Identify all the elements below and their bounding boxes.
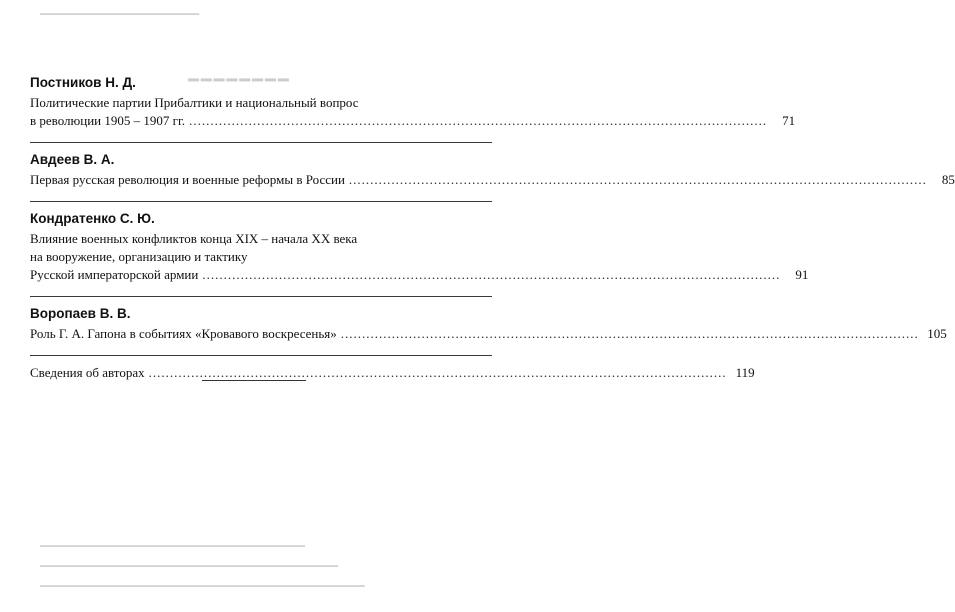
entry-title-line: Политические партии Прибалтики и национальный вопрос: [30, 95, 359, 110]
page-number: 91: [795, 267, 809, 282]
entry-separator: [30, 296, 492, 297]
entry-title-line: на вооружение, организацию и тактику: [30, 249, 248, 264]
entry-separator: [30, 355, 492, 356]
bleed-through-text: ━━━━━━━━━━━━━━━━━━━━━━━━: [40, 9, 199, 21]
bleed-through-text: ━━━━━━━━━━━━━━━━━━━━━━━━━━━━━━━━━━━━━━━━━━━━━: [40, 561, 339, 573]
page-number: 119: [735, 365, 755, 380]
entry-separator: [30, 201, 492, 202]
entry-title-text: Русской императорской армии: [30, 267, 199, 282]
entry-author: Воропаев В. В.: [30, 306, 131, 321]
page-number: 105: [927, 326, 947, 341]
bleed-through-heading: ━━━━━━━━: [188, 70, 291, 90]
entry-title-last-line: [30, 112, 796, 130]
page-number: 85: [941, 172, 955, 187]
entry-author: Постников Н. Д.: [30, 75, 136, 90]
dot-leader: ........................................................................................................................................: [189, 113, 768, 128]
entry-title-line: Влияние военных конфликтов конца XIX – начала XX века: [30, 231, 358, 246]
dot-leader: ........................................................................................................................................: [340, 326, 919, 341]
table-of-contents: [30, 74, 955, 394]
entry-title-text: Роль Г. А. Гапона в событиях «Кровавого воскресенья»: [30, 326, 337, 341]
entry-author: Кондратенко С. Ю.: [30, 211, 155, 226]
entry-separator: [30, 142, 492, 143]
bleed-through-text: ━━━━━━━━━━━━━━━━━━━━━━━━━━━━━━━━━━━━━━━━━━━━━━━━━: [40, 581, 365, 593]
page-number: 71: [782, 113, 796, 128]
entry-title-text: в революции 1905 – 1907 гг.: [30, 113, 186, 128]
toc-entry: [30, 305, 947, 343]
dot-leader: ........................................................................................................................................: [202, 267, 781, 282]
dot-leader: ........................................................................................................................................: [348, 172, 927, 187]
entry-title-text: Первая русская революция и военные реформы в России: [30, 172, 345, 187]
entry-author: Авдеев В. А.: [30, 152, 115, 167]
entry-title-last-line: [30, 171, 955, 189]
entry-title-last-line: [30, 325, 947, 343]
entry-title-text: Сведения об авторах: [30, 365, 145, 380]
toc-entry: [30, 210, 809, 284]
closing-divider: [202, 380, 306, 381]
dot-leader: ........................................................................................................................................: [148, 365, 727, 380]
entry-title-last-line: [30, 266, 809, 284]
toc-entry: [30, 74, 796, 130]
bleed-through-text: ━━━━━━━━━━━━━━━━━━━━━━━━━━━━━━━━━━━━━━━━: [40, 541, 305, 553]
toc-entry: [30, 151, 955, 189]
